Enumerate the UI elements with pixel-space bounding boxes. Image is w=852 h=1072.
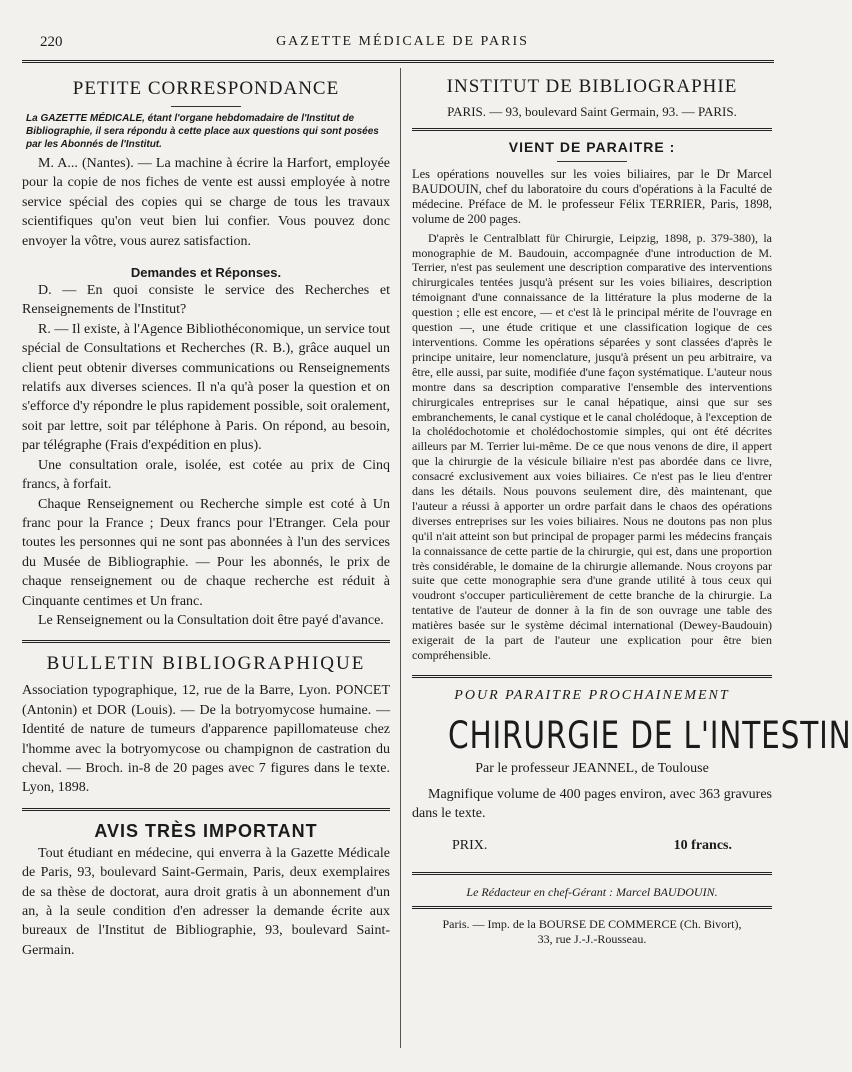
page-header [30, 34, 775, 56]
correspondance-note: La GAZETTE MÉDICALE, étant l'organe hebdomadaire de l'Institut de Bibliographie, il sera répondu à cette place aux questions qui sont posées par les Abonnés de l'Institut. [26, 113, 379, 150]
answer-paragraph: R. — Il existe, à l'Agence Bibliothéconomique, un service tout spécial de Consultations et Recherches (R. B.), grâce auquel un client peut obtenir diverses communications ou Renseignements relatifs aux diverses sciences. Il n'a qu'à poser la question et on s'efforce d'y répondre le plus rapidement possible, soit oralement, soit par lettre, soit par téléphone à Paris. On répond, au besoin, par télégraphe (Frais d'expédition en plus). [22, 321, 390, 454]
section-rule [22, 808, 390, 813]
section-rule [412, 675, 772, 680]
running-title: GAZETTE MÉDICALE DE PARIS [276, 34, 529, 49]
left-column [22, 70, 390, 960]
institut-title: INSTITUT DE BIBLIOGRAPHIE [446, 76, 738, 97]
redacteur-line: Le Rédacteur en chef-Gérant : Marcel BAUDOUIN. [466, 884, 718, 899]
question-paragraph: D. — En quoi consiste le service des Recherches et Renseignements de l'Institut? [22, 283, 390, 318]
title-rule [171, 106, 241, 107]
imprimeur-line-2: 33, rue J.-J.-Rousseau. [537, 931, 647, 946]
imprimeur-line-1: Paris. — Imp. de la BOURSE DE COMMERCE (Ch. Bivort), [442, 916, 742, 931]
price-label: PRIX. [452, 837, 488, 853]
right-column [412, 70, 852, 947]
book-announcement: Les opérations nouvelles sur les voies biliaires, par le Dr Marcel BAUDOUIN, chef du laboratoire du cours d'opérations à la Faculté de médecine. Préface de M. le professeur Félix TERRIER, Paris, 1898, volume de 200 pages. [412, 167, 772, 226]
volume-description: Magnifique volume de 400 pages environ, avec 363 gravures dans le texte. [412, 786, 772, 822]
reply-nantes: M. A... (Nantes). — La machine à écrire la Harfort, employée pour la copie de nos fiches de vente est aussi employée à notre service spécial des copies qui se charge de tous les travaux scientifiques qu'on veut bien lui confier. Vous pouvez donc envoyer la vôtre, vous aurez satisfaction. [22, 156, 390, 249]
petite-correspondance-title: PETITE CORRESPONDANCE [72, 78, 340, 99]
avis-title: AVIS TRÈS IMPORTANT [94, 820, 318, 841]
column-divider [400, 68, 401, 1048]
bulletin-title: BULLETIN BIBLIOGRAPHIQUE [46, 653, 366, 675]
consultation-paragraph: Une consultation orale, isolée, est cotée au prix de Cinq francs, à forfait. [22, 457, 390, 493]
book-review: D'après le Centralblatt für Chirurgie, Leipzig, 1898, p. 379-380), la monographie de M. Baudouin, accompagnée d'une introduction de M. Terrier, n'est pas seulement une description comparative des interventions chirurgicales tentées jusqu'à présent sur les voies biliaires, description témoignant d'une connaissance de la littérature la plus moderne de la question ; elle est encore, — et c'est là le principal mérite de l'ouvrage en question —, une étude critique et une classification logique de ces interventions. Comme les opérations séparées y sont classées d'après le principe unitaire, leur nomenclature, jusqu'à présent un peu arbitraire, va être, elle aussi, par suite, modifiée d'une façon systématique. L'auteur nous montre dans sa description comparative l'ensemble des interventions chirurgicales entreprises sur le canal hépatique, ainsi que sur ses embranchements, le canal cystique et le canal cholédoque, à l'exception de la cholédochotomie et cholédochostomie simples, qui ont été décrites ailleurs par M. Terrier lui-même. De ce que nous venons de dire, il appert que la chirurgie de la vésicule biliaire n'est pas abordée dans ce livre, consacré exclusivement aux voies biliaires. Ce n'est pas le lieu d'entrer dans les détails. Nous pouvons seulement dire, dès maintenant, que l'auteur a réussi à apporter un ordre parfait dans le chaos des opérations diverses entreprises sur les voies biliaires. Nous ne doutons pas non plus qu'il n'ait atteint son but principal de propager parmi les médecins français la connaissance de cette partie de la chirurgie, qui est, dans une proportion très considérable, le domaine de la chirurgie allemande. Nous croyons par suite que cette monographie sera d'une grande utilité à tous ceux qui voudront s'occuper particulièrement de cette branche de la chirurgie. La tentative de l'auteur de donner à la fin de son ouvrage une table des matières basée sur le système décimal international (Dewey-Baudouin) exigerait de la part de l'auteur une explication pour être bien compréhensible. [412, 230, 772, 662]
payment-paragraph: Le Renseignement ou la Consultation doit être payé d'avance. [38, 612, 384, 628]
chirurgie-title: CHIRURGIE DE L'INTESTIN [448, 713, 852, 757]
title-rule [557, 161, 627, 162]
pour-paraitre-title: POUR PARAITRE PROCHAINEMENT [454, 687, 730, 703]
section-rule [412, 128, 772, 133]
page-number: 220 [40, 34, 63, 50]
section-rule [22, 640, 390, 645]
avis-text: Tout étudiant en médecine, qui enverra à la Gazette Médicale de Paris, 93, boulevard Saint-Germain, Paris, deux exemplaires de sa thèse de doctorat, aura droit gratis à un abonnement d'un an, à la seule condition d'en adresser la demande écrite aux bureaux de l'Institut de Bibliographie, 93, boulevard Saint-Germain. [22, 845, 390, 958]
section-rule [412, 906, 772, 911]
price-value: 10 francs. [673, 837, 732, 853]
price-line [412, 838, 772, 854]
section-rule [412, 872, 772, 877]
demandes-reponses-heading: Demandes et Réponses. [130, 265, 282, 281]
header-rule [22, 60, 774, 66]
bulletin-entry: Association typographique, 12, rue de la Barre, Lyon. PONCET (Antonin) et DOR (Louis). — De la botryomycose humaine. — Identité de nature de tumeurs d'apparence papillomateuse chez l'homme avec la botryomycose ou champignon de castration du cheval. — Broch. in-8 de 20 pages avec 7 figures dans le texte. Lyon, 1898. [22, 683, 390, 796]
author-line: Par le professeur JEANNEL, de Toulouse [475, 760, 709, 776]
vient-de-paraitre: VIENT DE PARAITRE : [508, 139, 676, 155]
pricing-paragraph: Chaque Renseignement ou Recherche simple est coté à Un franc pour la France ; Deux francs pour l'Etranger. Cela pour toutes les personnes qui ne sont pas abonnées à l'un des services du Musée de Bibliographie. — Pour les abonnés, le prix de chaque renseignement ou de chaque recherche est réduit à Cinquante centimes et Un franc. [22, 496, 390, 609]
institut-address: PARIS. — 93, boulevard Saint Germain, 93. — PARIS. [447, 104, 737, 119]
